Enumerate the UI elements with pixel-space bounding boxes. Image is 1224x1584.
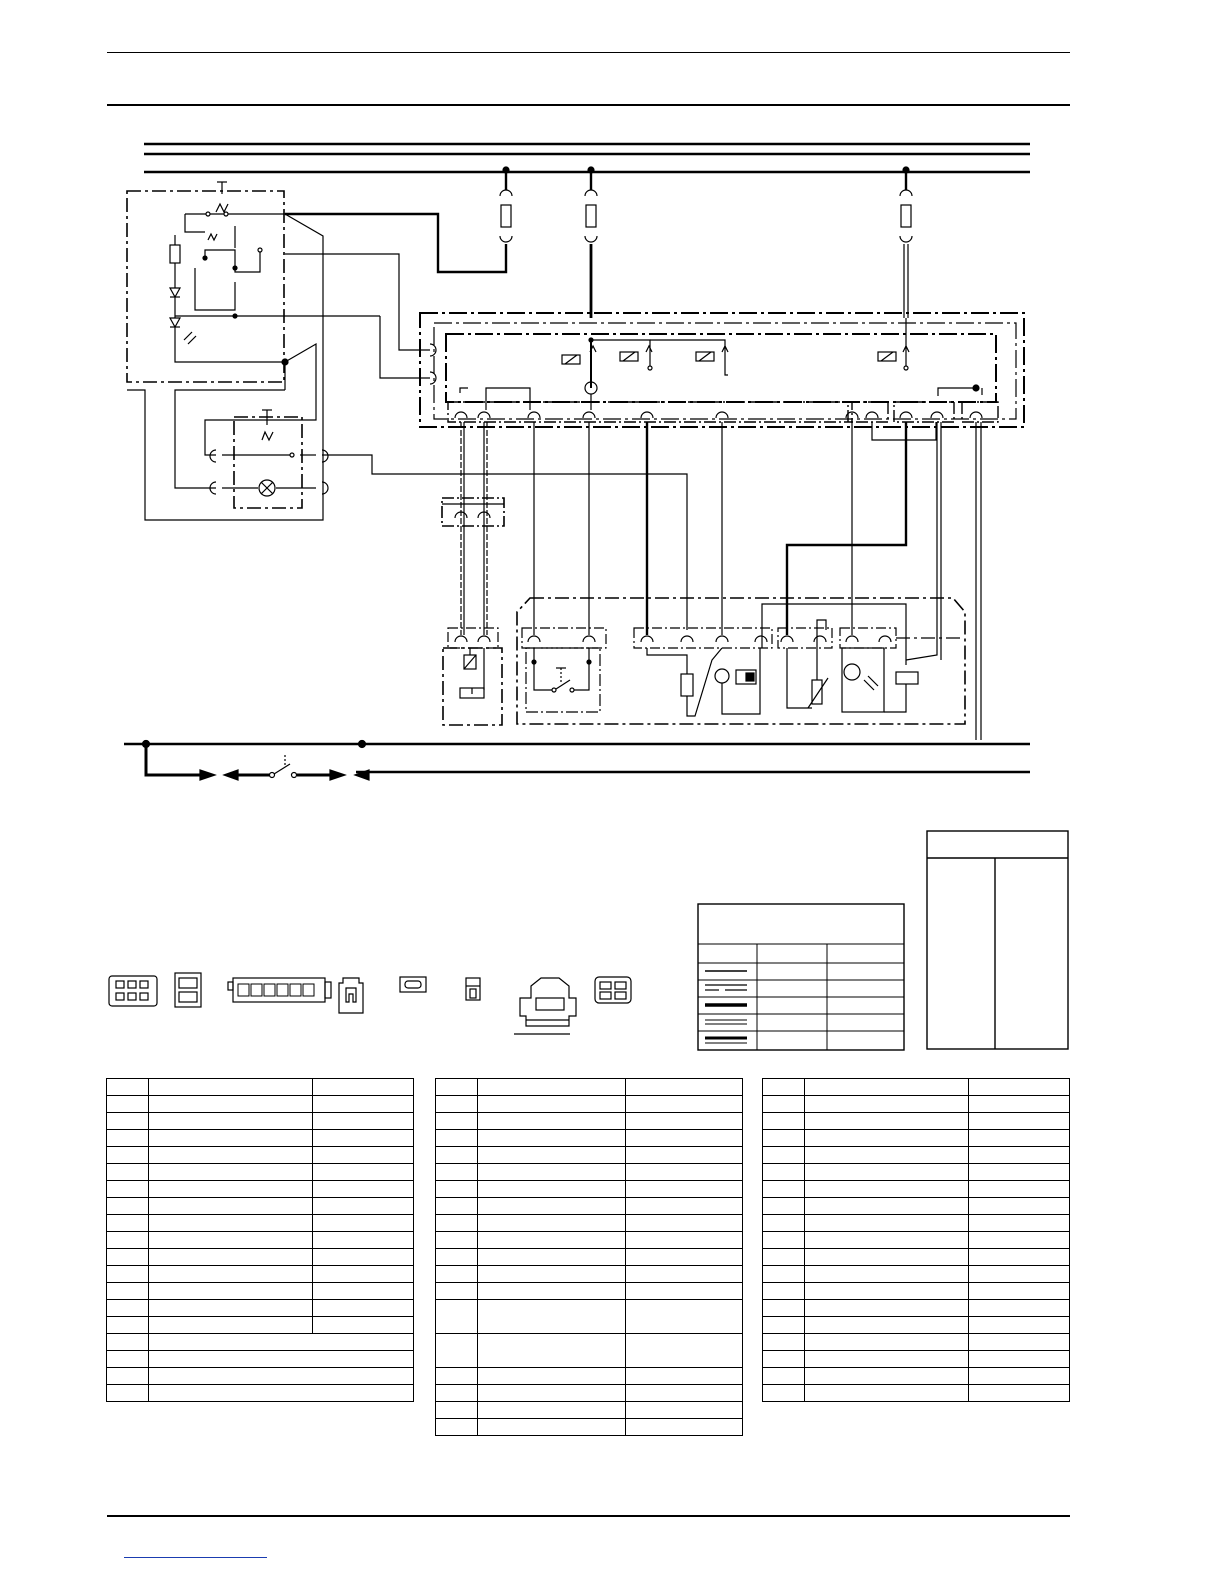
central-relay-module <box>420 313 1024 427</box>
relay-pin-connector-icon <box>466 978 480 1000</box>
footer-rule <box>107 1515 1070 1517</box>
left-control-module <box>127 182 380 488</box>
housing-connector-icon <box>514 978 576 1034</box>
fuse-connector-icon <box>400 977 426 992</box>
harness-wires <box>461 422 981 740</box>
footer-link-underline[interactable] <box>124 1557 267 1558</box>
parts-table-3 <box>762 1078 1070 1402</box>
six-pin-connector-icon <box>109 976 157 1006</box>
lower-device-module <box>517 598 965 724</box>
multi-pin-strip-connector-icon <box>228 978 331 1002</box>
fuse-2 <box>585 167 597 318</box>
ground-bus-switch <box>143 741 370 781</box>
top-power-bus <box>144 144 1030 172</box>
plug-connector-icon <box>339 978 363 1013</box>
bottom-ground-bus <box>124 744 1030 772</box>
relay-device-box <box>443 628 502 725</box>
inline-connector <box>442 498 504 526</box>
four-pin-round-connector-icon <box>595 977 631 1003</box>
line-style-legend <box>697 903 907 1053</box>
parts-table-1 <box>106 1078 414 1402</box>
side-panel <box>925 829 1071 1051</box>
connector-icons-row <box>100 968 760 1048</box>
two-pin-connector-icon <box>175 973 201 1007</box>
fuse-3 <box>900 167 912 318</box>
parts-table-2 <box>435 1078 743 1436</box>
